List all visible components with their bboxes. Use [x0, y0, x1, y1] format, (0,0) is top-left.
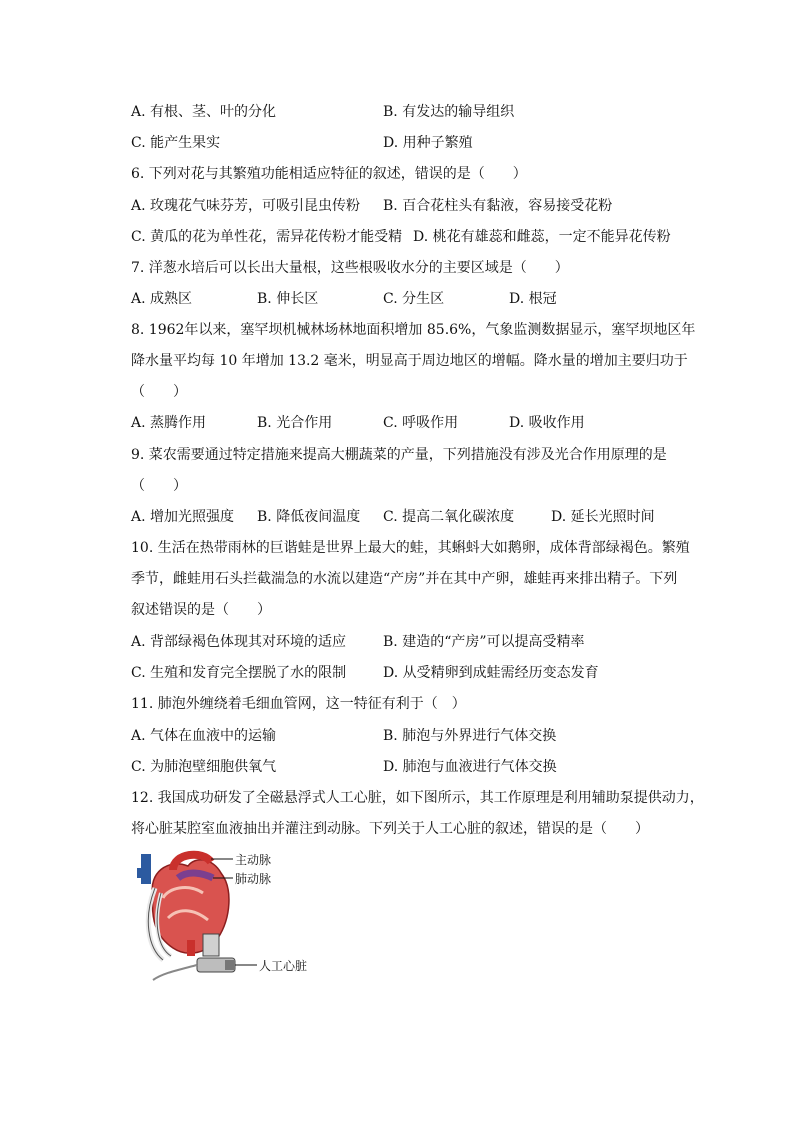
q6-option-b[interactable]: B. 百合花柱头有黏液，容易接受花粉	[383, 198, 613, 214]
q7-option-a[interactable]: A. 成熟区	[131, 291, 193, 307]
q12-stem-line-1: 12. 我国成功研发了全磁悬浮式人工心脏，如下图所示，其工作原理是利用辅助泵提供动力，	[131, 790, 704, 806]
pulmonary-artery-label: 肺动脉	[235, 872, 272, 886]
pump-cap	[225, 960, 235, 970]
vessel-branch	[137, 868, 147, 878]
q9-option-d[interactable]: D. 延长光照时间	[551, 509, 655, 525]
q8-stem-line-1: 8. 1962年以来，塞罕坝机械林场林地面积增加 85.6%，气象监测数据显示，塞罕坝地区年	[131, 322, 696, 338]
q6-option-a[interactable]: A. 玫瑰花气味芬芳，可吸引昆虫传粉	[131, 198, 361, 214]
q11-option-b[interactable]: B. 肺泡与外界进行气体交换	[383, 728, 557, 744]
artificial-heart-label: 人工心脏	[259, 959, 308, 973]
q5-option-a[interactable]: A. 有根、茎、叶的分化	[131, 104, 277, 120]
q8-option-c[interactable]: C. 呼吸作用	[383, 415, 459, 431]
q11-option-a[interactable]: A. 气体在血液中的运输	[131, 728, 277, 744]
q10-option-a[interactable]: A. 背部绿褐色体现其对环境的适应	[131, 634, 347, 650]
q10-option-c[interactable]: C. 生殖和发育完全摆脱了水的限制	[131, 665, 347, 681]
q8-stem-line-3: （ ）	[131, 384, 187, 400]
q8-option-a[interactable]: A. 蒸腾作用	[131, 415, 207, 431]
q10-option-d[interactable]: D. 从受精卵到成蛙需经历变态发育	[383, 665, 599, 681]
q9-option-b[interactable]: B. 降低夜间温度	[257, 509, 361, 525]
q9-stem-line-2: （ ）	[131, 478, 187, 494]
q10-stem-line-2: 季节，雌蛙用石头拦截湍急的水流以建造“产房”并在其中产卵，雄蛙再来排出精子。下列	[131, 571, 678, 587]
q7-stem: 7. 洋葱水培后可以长出大量根，这些根吸收水分的主要区域是（ ）	[131, 260, 569, 276]
q8-option-b[interactable]: B. 光合作用	[257, 415, 333, 431]
q9-option-c[interactable]: C. 提高二氧化碳浓度	[383, 509, 515, 525]
pump-housing	[203, 934, 219, 956]
q6-option-c[interactable]: C. 黄瓜的花为单性花，需异花传粉才能受精	[131, 229, 403, 245]
q11-option-d[interactable]: D. 肺泡与血液进行气体交换	[383, 759, 557, 775]
q6-stem: 6. 下列对花与其繁殖功能相适应特征的叙述，错误的是（ ）	[131, 166, 527, 182]
q11-option-c[interactable]: C. 为肺泡壁细胞供氧气	[131, 759, 277, 775]
q5-option-d[interactable]: D. 用种子繁殖	[383, 135, 473, 151]
aorta-label: 主动脉	[235, 853, 272, 867]
artificial-heart-figure	[133, 848, 333, 984]
q12-stem-line-2: 将心脏某腔室血液抽出并灌注到动脉。下列关于人工心脏的叙述，错误的是（ ）	[131, 821, 649, 837]
q11-stem: 11. 肺泡外缠绕着毛细血管网，这一特征有利于（ ）	[131, 696, 466, 712]
q7-option-b[interactable]: B. 伸长区	[257, 291, 319, 307]
q10-stem-line-1: 10. 生活在热带雨林的巨谐蛙是世界上最大的蛙，其蝌蚪大如鹅卵，成体背部绿褐色。繁殖	[131, 540, 690, 556]
q6-option-d[interactable]: D. 桃花有雄蕊和雌蕊，一定不能异花传粉	[413, 229, 671, 245]
q9-stem-line-1: 9. 菜农需要通过特定措施来提高大棚蔬菜的产量，下列措施没有涉及光合作用原理的是	[131, 447, 667, 463]
descending-aorta	[187, 940, 195, 956]
q10-option-b[interactable]: B. 建造的“产房”可以提高受精率	[383, 634, 585, 650]
q10-stem-line-3: 叙述错误的是（ ）	[131, 602, 271, 618]
q8-option-d[interactable]: D. 吸收作用	[509, 415, 585, 431]
q5-option-b[interactable]: B. 有发达的输导组织	[383, 104, 515, 120]
q9-option-a[interactable]: A. 增加光照强度	[131, 509, 235, 525]
q8-stem-line-2: 降水量平均每 10 年增加 13.2 毫米，明显高于周边地区的增幅。降水量的增加主要归功于	[131, 353, 688, 369]
pump-cable	[153, 965, 197, 980]
q5-option-c[interactable]: C. 能产生果实	[131, 135, 221, 151]
q7-option-d[interactable]: D. 根冠	[509, 291, 557, 307]
q7-option-c[interactable]: C. 分生区	[383, 291, 445, 307]
